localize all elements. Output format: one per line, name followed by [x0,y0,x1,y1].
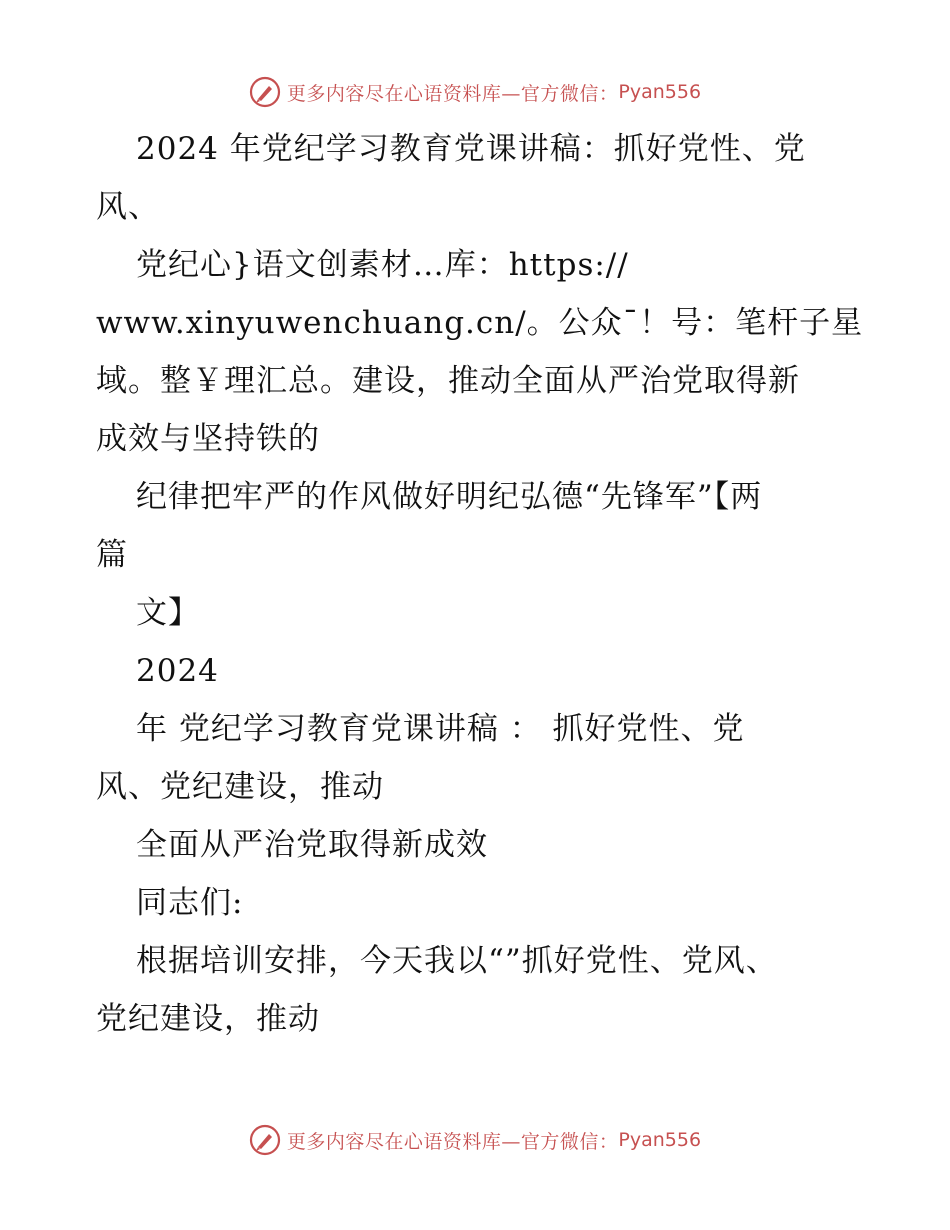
text-line: 纪律把牢严的作风做好明纪弘德“先锋军”【两 [136,479,763,515]
pen-logo-icon [249,76,281,108]
footer-banner-text: 更多内容尽在心语资料库—官方微信： [286,1130,619,1153]
text-line: 风、党纪建设，推动 [96,769,384,805]
text-line: 篇 [96,537,128,573]
header-wechat-id: Pyan556 [618,81,702,103]
text-line: 风、 [96,189,160,225]
footer-wechat-id: Pyan556 [618,1129,702,1151]
text-line: 域。整￥理汇总。建设，推动全面从严治党取得新 [96,363,800,399]
text-line: 全面从严治党取得新成效 [136,827,488,863]
text-line: 党纪心}语文创素材…库：https:// [136,247,629,283]
text-line: 文】 [136,595,200,631]
text-line: 根据培训安排，今天我以“”抓好党性、党风、 [136,943,778,979]
text-line: 2024 年党纪学习教育党课讲稿：抓好党性、党 [136,131,806,167]
document-body [96,120,864,1048]
text-line: 2024 [136,653,219,689]
pen-logo-icon [249,1124,281,1156]
footer-banner [0,1120,950,1160]
header-banner [0,72,950,112]
text-line: 成效与坚持铁的 [96,421,320,457]
header-banner-text: 更多内容尽在心语资料库—官方微信： [286,82,619,105]
text-line: 年 党纪学习教育党课讲稿 ： 抓好党性、党 [136,711,745,747]
text-line: 党纪建设，推动 [96,1001,320,1037]
text-line: www.xinyuwenchuang.cn/。公众¯！号：笔杆子星 [96,305,864,341]
text-line: 同志们: [136,885,244,921]
